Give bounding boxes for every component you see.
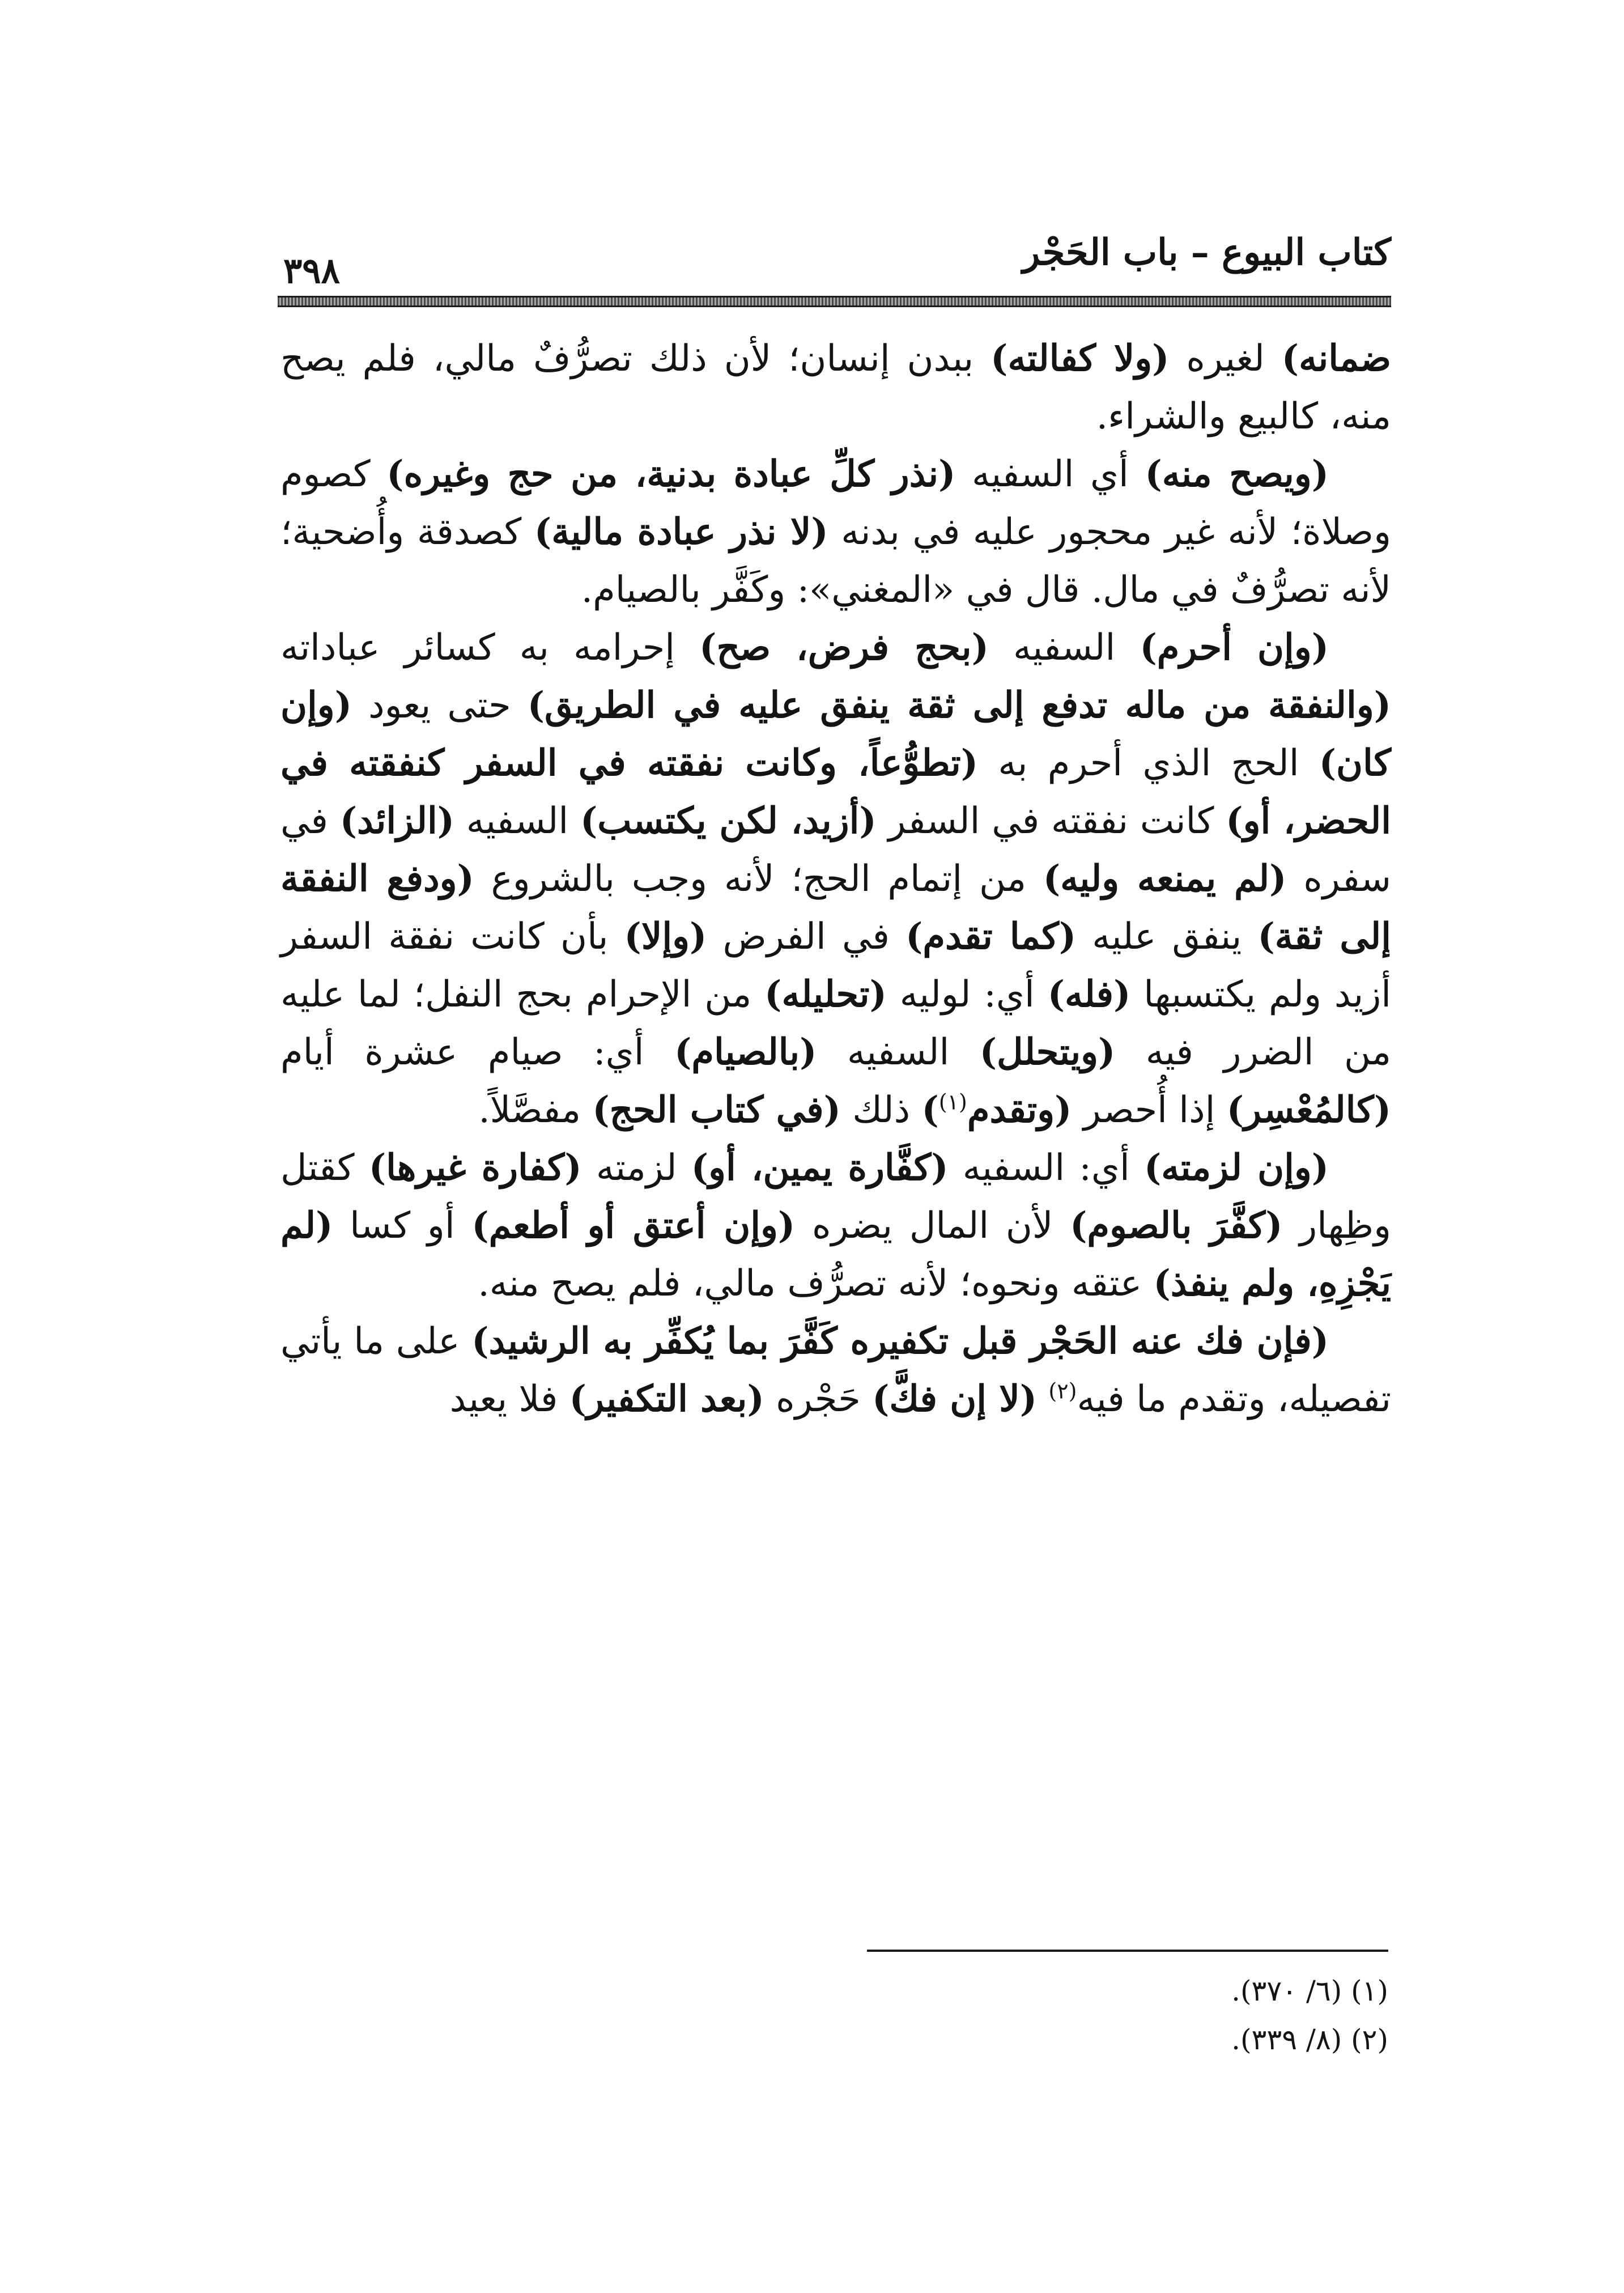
bold-text-run: (الزائد) xyxy=(339,800,455,842)
text-run: حَجْره xyxy=(764,1378,873,1420)
footnotes xyxy=(867,1967,1388,2064)
text-run: في سفره xyxy=(280,800,1392,900)
footnote-ref: (١) xyxy=(938,1089,967,1115)
text-run: ينفق عليه xyxy=(1076,916,1258,958)
bold-text-run: (فله) xyxy=(1047,973,1131,1016)
bold-text-run: (نذر كلِّ عبادة بدنية، من حج وغيره) xyxy=(386,453,956,495)
bold-text-run: (فإن فك عنه الحَجْر قبل تكفيره كَفَّرَ بما يُكفِّر به الرشيد) xyxy=(471,1320,1329,1362)
text-run: لزمته xyxy=(581,1147,691,1189)
chapter-title: كتاب البيوع – باب الحَجْر xyxy=(1022,231,1391,274)
text-run: كقتل وظِهار xyxy=(280,1147,1392,1247)
text-run xyxy=(1037,1378,1048,1420)
text-run: إذا أُحصر xyxy=(1072,1089,1227,1131)
paragraph xyxy=(280,1139,1391,1313)
page-number: ٣٩٨ xyxy=(283,250,340,291)
bold-text-run: (ويتحلل) xyxy=(979,1031,1116,1073)
bold-text-run: (وإن كان) xyxy=(280,684,1392,784)
bold-text-run: (كفارة غيرها) xyxy=(368,1146,582,1189)
text-run: كانت نفقته في السفر xyxy=(876,800,1226,842)
paragraph xyxy=(280,330,1391,445)
text-run: ببدن إنسان؛ لأن ذلك تصرُّفٌ مالي، فلم يصح منه، كالبيع والشراء. xyxy=(280,338,1391,438)
footnote-1: (١) (٦/ ٣٧٠). xyxy=(1231,1974,1388,2007)
bold-text-run: (أزيد، لكن يكتسب) xyxy=(580,800,877,842)
text-run: السفيه xyxy=(817,1031,980,1073)
bold-text-run: (كفَّارة يمين، أو) xyxy=(691,1146,949,1189)
bold-text-run: (وتقدم xyxy=(967,1089,1072,1131)
footnote-ref: (٢) xyxy=(1048,1378,1077,1404)
bold-text-run: (وإن لزمته) xyxy=(1143,1146,1329,1189)
bold-text-run: (ودفع النفقة إلى ثقة) xyxy=(280,857,1392,958)
text-run: على ما يأتي تفصيله، وتقدم ما فيه xyxy=(280,1320,1391,1420)
text-run: في الفرض xyxy=(707,916,906,958)
text-run: مفصَّلاً. xyxy=(478,1089,593,1131)
bold-text-run: (ولا كفالته) xyxy=(990,337,1170,380)
paragraph xyxy=(280,1313,1391,1428)
text-run: كصوم وصلاة؛ لأنه غير محجور عليه في بدنه xyxy=(280,453,1392,553)
bold-text-run: (وإن أحرم) xyxy=(1140,626,1329,669)
text-run: من الإحرام بحج النفل؛ لما عليه من الضرر فيه xyxy=(280,974,1392,1073)
text-run: الحج الذي أحرم به xyxy=(978,742,1319,784)
bold-text-run: (كما تقدم) xyxy=(905,915,1077,958)
bold-text-run: (بعد التكفير) xyxy=(569,1378,764,1420)
text-run: من إتمام الحج؛ لأنه وجب بالشروع xyxy=(474,858,1043,900)
footnote-2: (٢) (٨/ ٣٣٩). xyxy=(1231,2023,1388,2056)
text-run: لأن المال يضره xyxy=(795,1205,1070,1247)
bold-text-run: (في كتاب الحج) xyxy=(592,1089,841,1131)
bold-text-run: (وإلا) xyxy=(624,915,707,958)
header-divider xyxy=(278,296,1391,307)
paragraph xyxy=(280,445,1391,619)
main-text xyxy=(280,330,1391,1428)
bold-text-run: ضمانه) xyxy=(1281,337,1392,380)
text-run: لغيره xyxy=(1169,338,1282,380)
text-run: عتقه ونحوه؛ لأنه تصرُّف مالي، فلم يصح منه. xyxy=(478,1263,1154,1305)
text-run: أي: السفيه xyxy=(948,1147,1144,1189)
bold-text-run: (لا نذر عبادة مالية) xyxy=(534,511,828,553)
bold-text-run: (تحليله) xyxy=(764,973,887,1016)
bold-text-run: (لم يَجْزِهِ، ولم ينفذ) xyxy=(280,1204,1391,1305)
bold-text-run: (بحج فرض، صح) xyxy=(699,626,989,669)
paragraph xyxy=(280,619,1391,1139)
bold-text-run: (وإن أعتق أو أطعم) xyxy=(471,1204,796,1247)
bold-text-run: (والنفقة من ماله تدفع إلى ثقة ينفق عليه في الطريق) xyxy=(527,684,1391,727)
bold-text-run: (لم يمنعه وليه) xyxy=(1043,857,1287,900)
bold-text-run: (ويصح منه) xyxy=(1145,453,1329,495)
text-run: إحرامه به كسائر عباداته xyxy=(280,627,700,669)
text-run: حتى يعود xyxy=(351,685,528,727)
bold-text-run: (كالمُعْسِر) xyxy=(1226,1089,1391,1131)
text-run: بأن كانت نفقة السفر أزيد ولم يكتسبها xyxy=(280,916,1392,1016)
text-run: السفيه xyxy=(454,800,580,842)
bold-text-run: (كفَّرَ بالصوم) xyxy=(1070,1204,1283,1247)
footnote-divider xyxy=(867,1950,1388,1952)
text-run: أي: لوليه xyxy=(886,974,1048,1016)
bold-text-run: (بالصيام) xyxy=(674,1031,817,1073)
text-run: أو كسا xyxy=(333,1205,472,1247)
text-run: كصدقة وأُضحية؛ لأنه تصرُّفٌ في مال. قال في «المغني»: وكَفَّر بالصيام. xyxy=(280,511,1391,611)
bold-text-run: (تطوُّعاً، وكانت نفقته في السفر كنفقته في الحضر، أو) xyxy=(280,742,1392,842)
bold-text-run: (لا إن فكَّ) xyxy=(872,1378,1038,1420)
text-run: السفيه xyxy=(988,627,1140,669)
text-run: أي: صيام عشرة أيام xyxy=(280,1031,675,1073)
text-run: فلا يعيد xyxy=(449,1378,569,1420)
bold-text-run: ) xyxy=(921,1089,939,1131)
text-run: أي السفيه xyxy=(955,453,1145,495)
text-run: ذلك xyxy=(840,1089,922,1131)
running-header xyxy=(278,227,1391,295)
